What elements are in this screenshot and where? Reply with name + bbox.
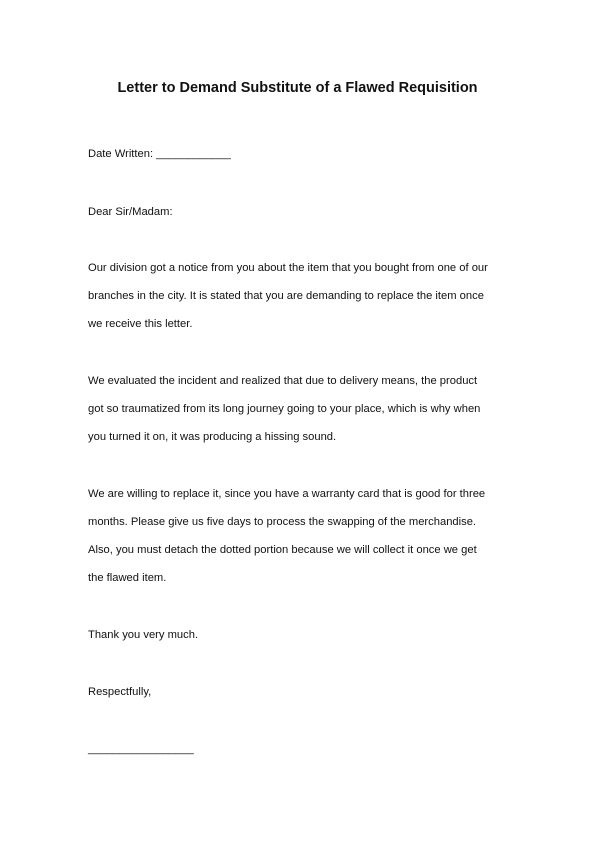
- paragraph-2-line-1: We evaluated the incident and realized that due to delivery means, the product: [88, 375, 478, 387]
- paragraph-1-line-1: Our division got a notice from you about the item that you bought from one of our: [88, 262, 488, 274]
- paragraph-2-line-2: got so traumatized from its long journey going to your place, which is why when: [88, 403, 481, 415]
- paragraph-3-line-2: months. Please give us five days to process the swapping of the merchandise.: [88, 516, 477, 528]
- date-written-line: Date Written: ____________: [88, 148, 231, 160]
- salutation: Dear Sir/Madam:: [88, 206, 173, 218]
- closing-line: Respectfully,: [88, 686, 152, 698]
- letter-title: Letter to Demand Substitute of a Flawed Requisition: [117, 80, 478, 96]
- paragraph-3-line-3: Also, you must detach the dotted portion because we will collect it once we get: [88, 544, 477, 556]
- paragraph-1-line-2: branches in the city. It is stated that you are demanding to replace the item once: [88, 290, 484, 302]
- signature-line: _________________: [88, 743, 194, 755]
- paragraph-2-line-3: you turned it on, it was producing a hissing sound.: [88, 431, 337, 443]
- paragraph-1-line-3: we receive this letter.: [88, 318, 193, 330]
- paragraph-3-line-4: the flawed item.: [88, 572, 167, 584]
- thank-you-line: Thank you very much.: [88, 629, 199, 641]
- paragraph-3-line-1: We are willing to replace it, since you have a warranty card that is good for three: [88, 488, 486, 500]
